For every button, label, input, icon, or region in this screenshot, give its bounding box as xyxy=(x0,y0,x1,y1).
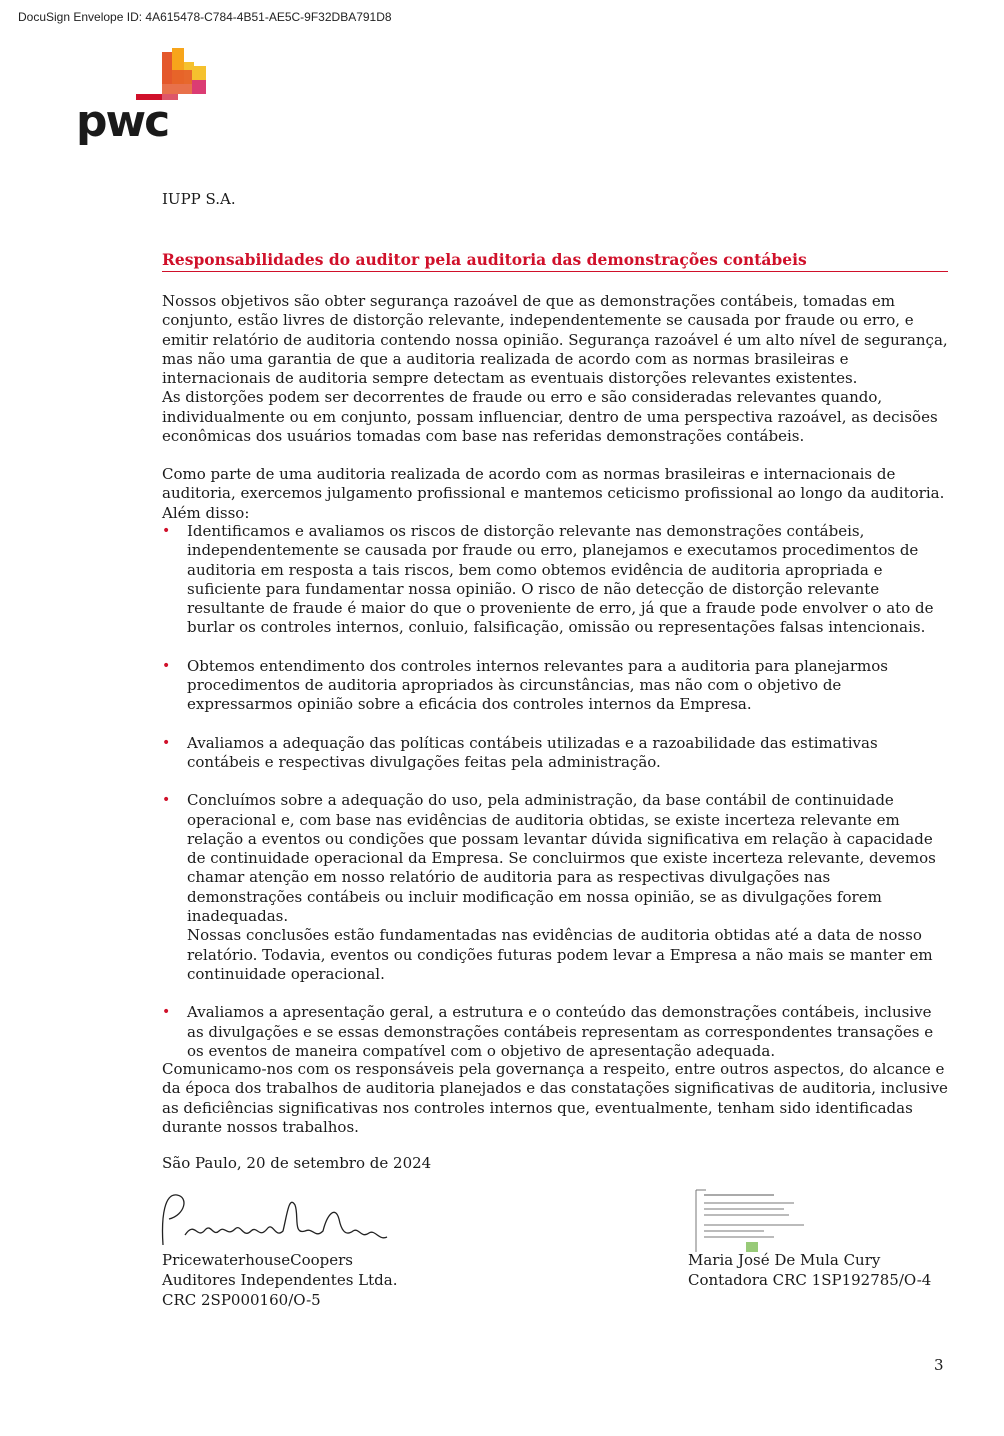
signature-block-firm xyxy=(162,1250,397,1310)
list-item: • Avaliamos a adequação das políticas contábeis utilizadas e a razoabilidade das estimativas contábeis e respectivas divulgações feitas pela administração. xyxy=(162,734,948,773)
paragraph-text: As distorções podem ser decorrentes de fraude ou erro e são consideradas relevantes quando, individualmente ou em conjunto, possam influenciar, dentro de uma perspectiva razoável, as decisões econômicas dos usuários tomadas com base nas referidas demonstrações contábeis. xyxy=(162,388,938,446)
list-item: • Identificamos e avaliamos os riscos de distorção relevante nas demonstrações contábeis, independentemente se causada por fraude ou erro, planejamos e executamos procedimentos de auditoria em resposta a tais riscos, bem como obtemos evidência de auditoria apropriada e suficiente para fundamentar nossa opinião. O risco de não detecção de distorção relevante resultante de fraude é maior do que o proveniente de erro, já que a fraude pode envolver o ato de burlar os controles internos, conluio, falsificação, omissão ou representações falsas intencionais. xyxy=(162,522,948,638)
logo-block xyxy=(194,66,206,80)
list-item: • Obtemos entendimento dos controles internos relevantes para a auditoria para planejarmos procedimentos de auditoria apropriados às circunstâncias, mas não com o objetivo de expressarmos opinião sobre a eficácia dos controles internos da Empresa. xyxy=(162,657,948,715)
handwritten-signature xyxy=(155,1185,390,1260)
signature-line: CRC 2SP000160/O-5 xyxy=(162,1291,321,1309)
signature-line: Maria José De Mula Cury xyxy=(688,1251,881,1269)
docusign-signature-stamp xyxy=(690,1186,840,1258)
paragraph-objectives xyxy=(162,292,948,446)
signature-line: Contadora CRC 1SP192785/O-4 xyxy=(688,1271,932,1289)
paragraph-audit-intro: Como parte de uma auditoria realizada de acordo com as normas brasileiras e internacionais de auditoria, exercemos julgamento profissional e mantemos ceticismo profissional ao longo da auditoria. Além disso: xyxy=(162,465,945,522)
pwc-logo xyxy=(76,48,216,158)
section-title: Responsabilidades do auditor pela auditoria das demonstrações contábeis xyxy=(162,250,948,272)
audit-procedures-list xyxy=(162,522,948,1080)
company-name: IUPP S.A. xyxy=(162,190,236,208)
logo-wordmark: pwc xyxy=(76,96,169,147)
signature-block-accountant xyxy=(688,1250,931,1290)
docusign-envelope-id: DocuSign Envelope ID: 4A615478-C784-4B51-AE5C-9F32DBA791D8 xyxy=(18,10,392,24)
report-date: São Paulo, 20 de setembro de 2024 xyxy=(162,1154,432,1172)
paragraph-text: Nossos objetivos são obter segurança razoável de que as demonstrações contábeis, tomadas em conjunto, estão livres de distorção relevante, independentemente se causada por fraude ou erro, e emitir relatório de auditoria contendo nossa opinião. Segurança razoável é um alto nível de segurança, mas não uma garantia de que a auditoria realizada de acordo com as normas brasileiras e internacionais de auditoria sempre detectam as eventuais distorções relevantes existentes. xyxy=(162,292,948,388)
list-item: • Avaliamos a apresentação geral, a estrutura e o conteúdo das demonstrações contábeis, inclusive as divulgações e se essas demonstrações contábeis representam as correspondentes transações e os eventos de maneira compatível com o objetivo de apresentação adequada. xyxy=(162,1003,948,1061)
logo-block xyxy=(192,80,206,94)
paragraph-governance: Comunicamo-nos com os responsáveis pela governança a respeito, entre outros aspectos, do alcance e da época dos trabalhos de auditoria planejados e das constatações significativas de auditoria, inclusive as deficiências significativas nos controles internos que, eventualmente, tenham sido identificadas durante nossos trabalhos. xyxy=(162,1060,948,1136)
list-item xyxy=(162,791,948,984)
signature-line: Auditores Independentes Ltda. xyxy=(162,1271,398,1289)
logo-block xyxy=(162,70,192,94)
page-number: 3 xyxy=(934,1356,944,1374)
signature-line: PricewaterhouseCoopers xyxy=(162,1251,354,1269)
list-item-text: • Concluímos sobre a adequação do uso, pela administração, da base contábil de continuidade operacional e, com base nas evidências de auditoria obtidas, se existe incerteza relevante em relação a eventos ou condições que possam levantar dúvida significativa em relação à capacidade de continuidade operacional da Empresa. Se concluirmos que existe incerteza relevante, devemos chamar atenção em nosso relatório de auditoria para as respectivas divulgações nas demonstrações contábeis ou incluir modificação em nossa opinião, se as divulgações forem inadequadas. xyxy=(187,791,936,926)
list-item-text: Nossas conclusões estão fundamentadas nas evidências de auditoria obtidas até a data de nosso relatório. Todavia, eventos ou condições futuras podem levar a Empresa a não mais se manter em continuidade operacional. xyxy=(187,926,933,983)
